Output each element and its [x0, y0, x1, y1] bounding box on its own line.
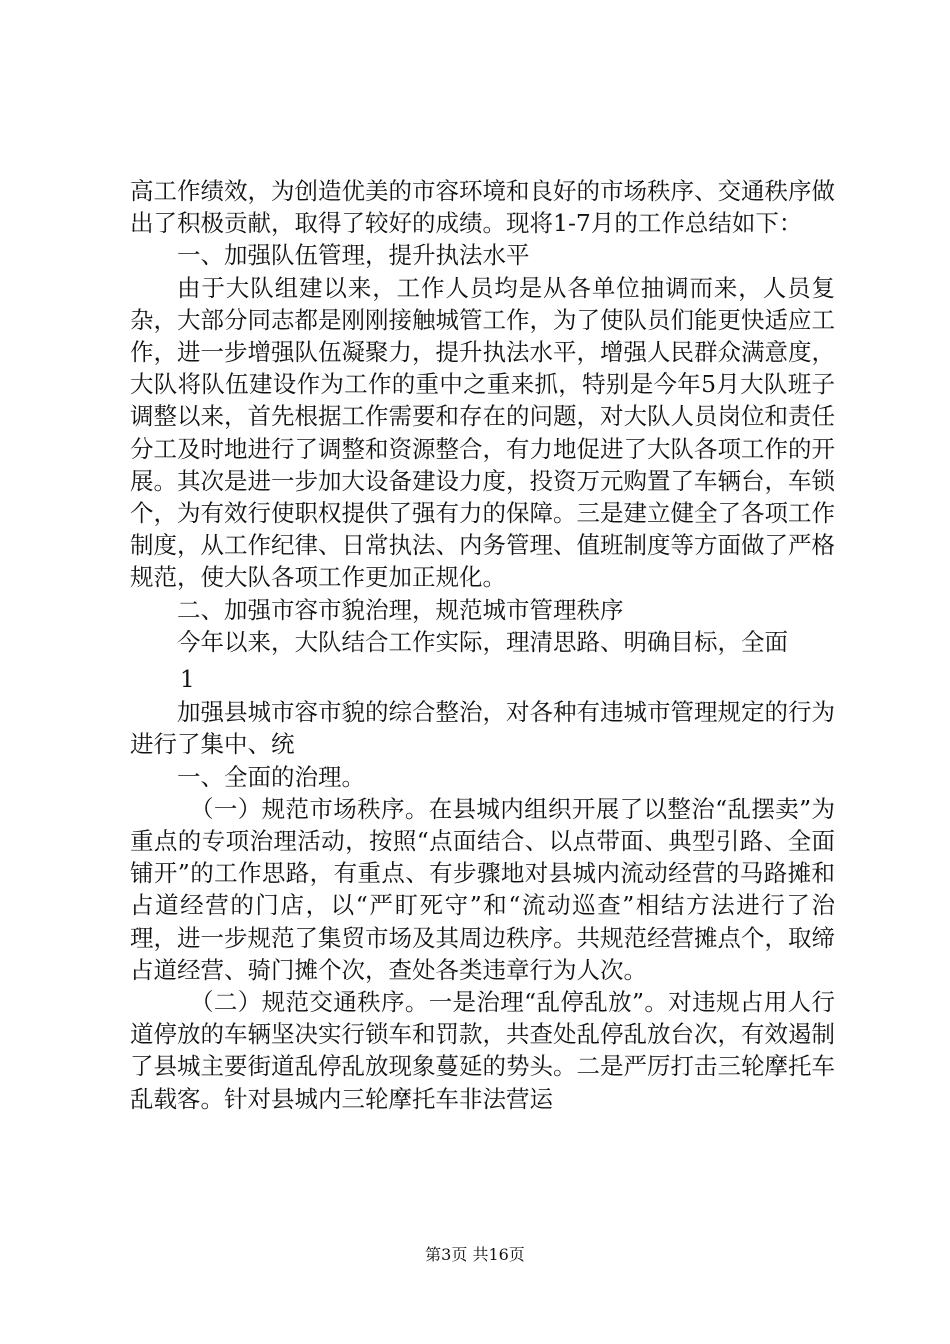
paragraph-comprehensive: 一、全面的治理。 [177, 762, 365, 791]
paragraph-this-year: 今年以来，大队结合工作实际，理清思路、明确目标，全面 [177, 627, 788, 656]
section-heading-1: 一、加强队伍管理，提升执法水平 [177, 241, 530, 270]
page-footer: 第3页 共16页 [425, 1245, 525, 1264]
paragraph-rectification: 加强县城市容市貌的综合整治，对各种有违城市管理规定的行为进行了集中、统 [130, 698, 835, 759]
paragraph-traffic-order: （二）规范交通秩序。一是治理“乱停乱放”。对违规占用人行道停放的车辆坚决实行锁车和罚款，共查处乱停乱放台次，有效遏制了县城主要街道乱停乱放现象蔓延的势头。二是严厉打击三轮摩托车乱载客。针对县城内三轮摩托车非法营运 [130, 988, 835, 1113]
document-body [130, 175, 835, 1115]
paragraph-market-order: （一）规范市场秩序。在县城内组织开展了以整治“乱摆卖”为重点的专项治理活动，按照“点面结合、以点带面、典型引路、全面铺开”的工作思路，有重点、有步骤地对县城内流动经营的马路摊和占道经营的门店，以“严盯死守”和“流动巡查”相结方法进行了治理，进一步规范了集贸市场及其周边秩序。共规范经营摊点个，取缔占道经营、骑门摊个次，查处各类违章行为人次。 [130, 794, 835, 984]
section-heading-2: 二、加强市容市貌治理，规范城市管理秩序 [177, 595, 624, 624]
inline-page-number: 1 [180, 667, 195, 694]
paragraph-intro: 高工作绩效，为创造优美的市容环境和良好的市场秩序、交通秩序做出了积极贡献，取得了较好的成绩。现将1-7月的工作总结如下： [130, 177, 835, 238]
paragraph-team-management: 由于大队组建以来，工作人员均是从各单位抽调而来，人员复杂，大部分同志都是刚刚接触城管工作，为了使队员们能更快适应工作，进一步增强队伍凝聚力，提升执法水平，增强人民群众满意度，大队将队伍建设作为工作的重中之重来抓，特别是今年5月大队班子调整以来，首先根据工作需要和存在的问题，对大队人员岗位和责任分工及时地进行了调整和资源整合，有力地促进了大队各项工作的开展。其次是进一步加大设备建设力度，投资万元购置了车辆台，车锁个，为有效行使职权提供了强有力的保障。三是建立健全了各项工作制度，从工作纪律、日常执法、内务管理、值班制度等方面做了严格规范，使大队各项工作更加正规化。 [130, 273, 835, 592]
